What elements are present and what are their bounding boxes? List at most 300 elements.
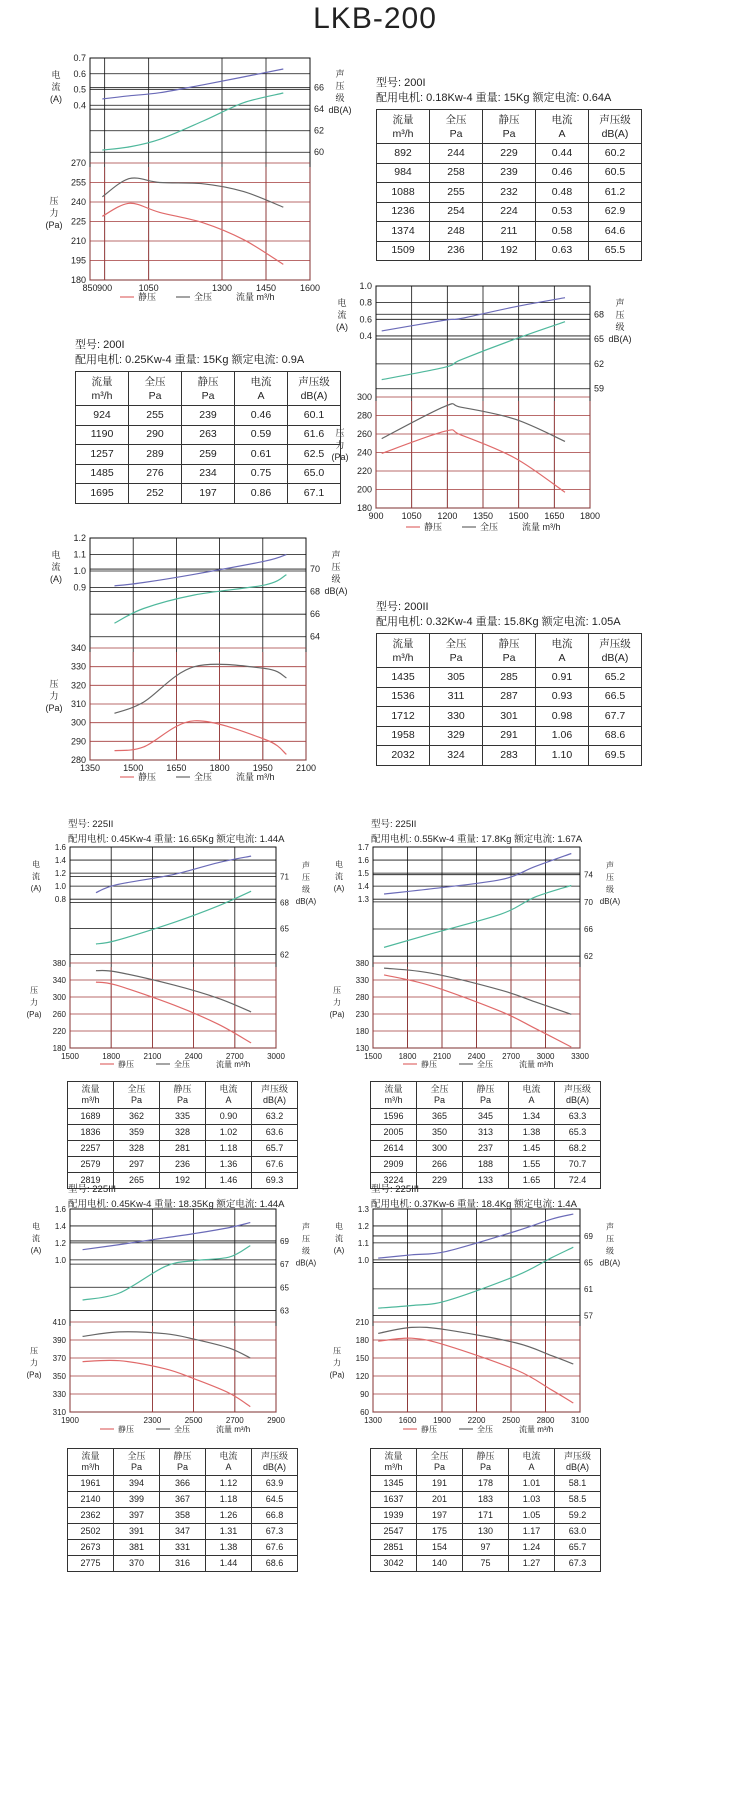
x-tick-label: 1800 [102,1052,121,1061]
axis-title-pressure: 压 [333,985,341,995]
table-header-row [377,634,642,668]
current-tick-label: 1.2 [54,1238,66,1248]
current-tick-label: 1.1 [357,1238,369,1248]
current-tick-label: 1.6 [357,856,369,866]
table-row [76,484,341,504]
model-line: 型号: 200I [376,77,426,89]
table-header-cell: 流量 m³/h [76,372,129,406]
table-cell: 1.36 [206,1157,252,1173]
pressure-tick-label: 330 [355,976,369,985]
pressure-tick-label: 220 [52,1027,66,1036]
axis-title-current: 流 [32,1234,40,1243]
axis-title-current-unit: (A) [50,94,62,104]
axis-title-pressure-unit: (Pa) [26,1009,42,1019]
table-cell: 924 [76,406,129,426]
x-tick-label: 3000 [536,1052,555,1061]
x-tick-label: 1650 [166,763,187,773]
table-cell: 1.45 [509,1141,555,1157]
table-cell: 60.1 [288,406,341,426]
table-cell: 0.53 [536,202,589,222]
table-cell: 1695 [76,484,129,504]
table-cell: 69.5 [589,746,642,766]
legend-total-label: 全压 [477,1060,493,1069]
pressure-tick-label: 120 [355,1372,369,1381]
table-cell: 1836 [68,1125,114,1141]
pressure-tick-label: 330 [52,1390,66,1399]
pressure-tick-label: 390 [52,1336,66,1345]
axis-title-current-unit: (A) [336,322,348,332]
table-cell: 301 [483,707,536,727]
axis-title-pressure: 力 [49,207,59,218]
pressure-tick-label: 195 [70,255,86,266]
x-tick-label: 3300 [571,1052,589,1061]
axis-title-pressure: 压 [335,427,345,438]
x-tick-label: 2100 [295,763,317,773]
table-cell: 1.26 [206,1508,252,1524]
table-cell: 211 [483,222,536,242]
model-line: 型号: 225III [68,1184,117,1195]
table-row [68,1141,298,1157]
table-cell: 1.31 [206,1524,252,1540]
pressure-tick-label: 260 [52,1010,66,1019]
table-header-cell: 声压级 dB(A) [589,110,642,144]
table-header-cell: 电流 A [235,372,288,406]
table-cell: 1637 [371,1492,417,1508]
table-cell: 0.98 [536,707,589,727]
table-cell: 0.86 [235,484,288,504]
spl-tick-label: 70 [310,564,321,575]
table-cell: 66.5 [589,687,642,707]
table-cell: 350 [417,1125,463,1141]
table-row [76,425,341,445]
table-cell: 329 [430,726,483,746]
table-cell: 1.17 [509,1524,555,1540]
table-cell: 72.4 [555,1173,601,1189]
table-cell: 2547 [371,1524,417,1540]
table-cell: 63.2 [252,1109,298,1125]
table-header-cell: 电流 A [536,634,589,668]
x-tick-label: 2100 [143,1052,162,1061]
table-cell: 1257 [76,445,129,465]
table-cell: 0.48 [536,183,589,203]
x-tick-label: 1900 [61,1416,79,1425]
spl-tick-label: 74 [584,870,593,880]
total-pressure-line [96,970,251,1011]
axis-title-current: 电 [335,1222,343,1231]
table-cell: 1236 [377,202,430,222]
x-tick-label: 1800 [209,763,230,773]
plot-frame [90,58,310,280]
table-cell: 291 [483,726,536,746]
motor-line: 配用电机: 0.55Kw-4 重量: 17.8Kg 额定电流: 1.67A [371,834,583,845]
table-cell: 236 [430,241,483,261]
table-cell: 0.59 [235,425,288,445]
table-cell: 1.65 [509,1173,555,1189]
table-cell: 1.24 [509,1540,555,1556]
table-cell: 289 [129,445,182,465]
pressure-tick-label: 340 [52,976,66,985]
x-tick-label: 1500 [508,511,529,521]
table-cell: 394 [114,1476,160,1492]
table-cell: 64.6 [589,222,642,242]
table-cell: 365 [417,1109,463,1125]
axis-title-current: 流 [335,1234,343,1243]
x-tick-label: 1800 [398,1052,417,1061]
pressure-tick-label: 240 [356,447,372,458]
axis-title-pressure-unit: (Pa) [26,1370,42,1380]
table-row [371,1508,601,1524]
axis-title-spl: 声 [606,860,614,870]
table-row [68,1476,298,1492]
x-tick-label: 3000 [267,1052,285,1061]
axis-title-spl-unit: dB(A) [599,1258,621,1268]
current-tick-label: 1.1 [73,549,86,560]
table-cell: 1.01 [509,1476,555,1492]
table-cell: 263 [182,425,235,445]
table-cell: 3042 [371,1556,417,1572]
table-cell: 239 [182,406,235,426]
table-row [76,445,341,465]
table-cell: 1.55 [509,1157,555,1173]
legend-flow-label: 流量 m³/h [216,1060,251,1069]
table-cell: 237 [463,1141,509,1157]
spl-tick-label: 60 [314,147,325,158]
motor-line: 配用电机: 0.32Kw-4 重量: 15.8Kg 额定电流: 1.05A [376,616,621,628]
table-row [68,1508,298,1524]
table-cell: 0.75 [235,464,288,484]
table-cell: 1.46 [206,1173,252,1189]
table-cell: 255 [129,406,182,426]
table-cell: 2614 [371,1141,417,1157]
table-cell: 2579 [68,1157,114,1173]
table-cell: 1536 [377,687,430,707]
table-header-cell: 全压 Pa [129,372,182,406]
pressure-tick-label: 410 [52,1318,66,1327]
table-cell: 239 [483,163,536,183]
pressure-tick-label: 320 [70,680,86,691]
pressure-tick-label: 370 [52,1354,66,1363]
table-cell: 2005 [371,1125,417,1141]
axis-title-spl: 压 [302,872,310,882]
axis-title-spl: 级 [331,573,341,584]
table-cell: 140 [417,1556,463,1572]
table-cell: 1485 [76,464,129,484]
table-cell: 62.9 [589,202,642,222]
table-cell: 2909 [371,1157,417,1173]
table-cell: 0.90 [206,1109,252,1125]
legend-total-label: 全压 [194,772,213,782]
table-row [76,406,341,426]
table-cell: 381 [114,1540,160,1556]
table-row [377,746,642,766]
legend-flow-label: 流量 m³/h [216,1425,251,1434]
performance-table [376,633,642,766]
table-cell: 397 [114,1508,160,1524]
x-tick-label: 1500 [364,1052,382,1061]
axis-title-pressure: 力 [30,1358,38,1368]
table-cell: 335 [160,1109,206,1125]
table-header-cell: 流量 m³/h [68,1082,114,1109]
table-cell: 60.5 [589,163,642,183]
axis-title-spl-unit: dB(A) [608,333,632,344]
spl-tick-label: 66 [584,925,593,935]
static-pressure-line [114,721,286,755]
total-pressure-line [382,404,565,442]
motor-line: 配用电机: 0.25Kw-4 重量: 15Kg 额定电流: 0.9A [75,354,305,366]
legend-flow-label: 流量 m³/h [519,1060,554,1069]
table-cell: 2362 [68,1508,114,1524]
table-cell: 1.18 [206,1492,252,1508]
table-cell: 313 [463,1125,509,1141]
x-tick-label: 2700 [502,1052,520,1061]
current-tick-label: 0.8 [54,895,66,905]
table-cell: 2819 [68,1173,114,1189]
table-header-cell: 静压 Pa [483,110,536,144]
table-row [371,1141,601,1157]
table-row [68,1524,298,1540]
table-cell: 328 [160,1125,206,1141]
table-cell: 58.5 [555,1492,601,1508]
pressure-tick-label: 380 [355,959,369,968]
spl-tick-label: 66 [310,609,321,620]
table-cell: 65.5 [589,241,642,261]
table-cell: 67.3 [252,1524,298,1540]
table-row [371,1476,601,1492]
table-header-cell: 全压 Pa [430,634,483,668]
table-cell: 287 [483,687,536,707]
performance-table [67,1081,298,1189]
table-header-cell: 静压 Pa [463,1082,509,1109]
table-row [371,1157,601,1173]
axis-title-spl: 压 [606,1234,614,1244]
axis-title-current: 电 [32,1222,40,1231]
current-tick-label: 1.2 [357,1221,369,1231]
pressure-tick-label: 260 [356,429,372,439]
x-tick-label: 1450 [255,283,277,293]
axis-title-current: 电 [32,860,40,869]
x-tick-label: 1500 [123,763,144,773]
spl-tick-label: 61 [584,1284,593,1294]
table-row [377,202,642,222]
table-row [68,1125,298,1141]
current-tick-label: 1.4 [54,1221,66,1231]
pressure-tick-label: 90 [360,1390,369,1399]
spec-block-7 [371,1182,577,1212]
table-header-cell: 全压 Pa [417,1082,463,1109]
spec-table-wrap-7 [370,1445,601,1572]
legend-total-label: 全压 [174,1060,190,1069]
table-cell: 0.58 [536,222,589,242]
table-cell: 254 [430,202,483,222]
legend-static-label: 静压 [118,1060,134,1069]
table-row [377,668,642,688]
table-cell: 0.63 [536,241,589,261]
table-row [371,1524,601,1540]
current-series-line [114,555,286,586]
axis-title-pressure-unit: (Pa) [329,1009,345,1019]
table-cell: 229 [483,144,536,164]
spl-series-line [83,1246,251,1300]
panel-chart-3 [45,533,347,782]
table-cell: 62.5 [288,445,341,465]
table-cell: 65.0 [288,464,341,484]
axis-title-current-unit: (A) [333,1246,345,1255]
axis-title-pressure-unit: (Pa) [331,451,349,462]
table-header-cell: 静压 Pa [160,1082,206,1109]
spl-tick-label: 62 [280,950,289,960]
axis-title-pressure-unit: (Pa) [45,219,63,230]
axis-title-current: 流 [51,82,61,92]
axis-title-spl: 声 [606,1222,614,1232]
current-tick-label: 1.2 [54,869,66,879]
pressure-tick-label: 150 [355,1354,369,1363]
table-cell: 1.38 [509,1125,555,1141]
pressure-tick-label: 380 [52,959,66,968]
model-line: 型号: 225II [371,819,417,830]
table-cell: 0.61 [235,445,288,465]
x-tick-label: 1600 [299,283,321,293]
current-tick-label: 0.9 [73,582,86,593]
table-cell: 183 [463,1492,509,1508]
table-cell: 201 [417,1492,463,1508]
table-cell: 1.27 [509,1556,555,1572]
panel-chart-1 [45,53,351,302]
table-cell: 331 [160,1540,206,1556]
table-header-cell: 流量 m³/h [377,110,430,144]
table-cell: 324 [430,746,483,766]
table-cell: 311 [430,687,483,707]
table-cell: 63.9 [252,1476,298,1492]
table-cell: 0.44 [536,144,589,164]
legend-total-label: 全压 [194,292,213,302]
table-row [68,1556,298,1572]
table-cell: 68.6 [252,1556,298,1572]
spl-tick-label: 59 [594,383,605,394]
motor-line: 配用电机: 0.37Kw-6 重量: 18.4Kg 额定电流: 1.4A [371,1199,577,1210]
axis-title-current: 电 [51,70,61,80]
x-tick-label: 850 [82,283,98,293]
spl-tick-label: 68 [594,309,605,320]
table-cell: 0.46 [235,406,288,426]
static-pressure-line [83,1360,251,1406]
table-cell: 892 [377,144,430,164]
table-cell: 75 [463,1556,509,1572]
table-cell: 197 [417,1508,463,1524]
table-header-cell: 电流 A [509,1082,555,1109]
axis-title-pressure-unit: (Pa) [45,703,63,714]
model-line: 型号: 200II [376,601,429,613]
x-tick-label: 1350 [472,511,494,521]
pressure-tick-label: 290 [70,736,86,747]
table-cell: 67.3 [555,1556,601,1572]
axis-title-pressure-unit: (Pa) [329,1370,345,1380]
panel-chart-5 [329,843,620,1069]
current-tick-label: 1.3 [357,1205,369,1214]
current-tick-label: 0.5 [73,84,86,95]
table-cell: 1.06 [536,726,589,746]
spl-tick-label: 64 [314,104,325,115]
table-cell: 259 [182,445,235,465]
table-cell: 175 [417,1524,463,1540]
table-row [68,1492,298,1508]
table-cell: 362 [114,1109,160,1125]
table-cell: 59.2 [555,1508,601,1524]
legend-flow-label: 流量 m³/h [236,292,275,302]
table-cell: 252 [129,484,182,504]
table-cell: 1961 [68,1476,114,1492]
x-tick-label: 1200 [437,511,458,521]
table-cell: 178 [463,1476,509,1492]
table-header-row [377,110,642,144]
table-cell: 65.3 [555,1125,601,1141]
panel-chart-7 [329,1205,620,1434]
pressure-tick-label: 230 [355,1010,369,1019]
current-tick-label: 1.0 [359,281,372,291]
spec-block-2 [75,338,341,504]
legend-total-label: 全压 [480,522,499,532]
axis-title-current-unit: (A) [30,884,42,893]
axis-title-current: 电 [51,550,61,560]
table-header-cell: 静压 Pa [160,1449,206,1476]
table-cell: 63.3 [555,1109,601,1125]
table-cell: 370 [114,1556,160,1572]
axis-title-spl-unit: dB(A) [599,896,621,906]
current-tick-label: 0.4 [359,330,372,341]
table-cell: 61.6 [288,425,341,445]
table-header-cell: 电流 A [509,1449,555,1476]
table-cell: 65.7 [252,1141,298,1157]
table-cell: 234 [182,464,235,484]
pressure-tick-label: 225 [70,216,86,227]
table-cell: 70.7 [555,1157,601,1173]
table-header-cell: 全压 Pa [417,1449,463,1476]
x-tick-label: 1500 [61,1052,79,1061]
pressure-tick-label: 210 [70,236,86,246]
x-tick-label: 2500 [184,1416,203,1425]
axis-title-spl-unit: dB(A) [324,585,348,596]
table-cell: 67.7 [589,707,642,727]
pressure-tick-label: 180 [356,503,372,513]
pressure-tick-label: 270 [70,158,86,168]
current-series-line [83,1223,251,1250]
table-cell: 68.2 [555,1141,601,1157]
legend-static-label: 静压 [424,522,443,532]
page-title: LKB-200 [313,2,437,35]
axis-title-current: 流 [337,310,347,320]
legend-total-label: 全压 [477,1425,493,1434]
table-cell: 276 [129,464,182,484]
pressure-tick-label: 310 [52,1408,66,1417]
total-pressure-line [83,1332,251,1358]
table-cell: 367 [160,1492,206,1508]
table-cell: 63.6 [252,1125,298,1141]
spl-tick-label: 68 [310,586,321,597]
axis-title-current-unit: (A) [333,884,345,893]
pressure-tick-label: 60 [360,1408,369,1417]
table-cell: 1.05 [509,1508,555,1524]
table-header-cell: 流量 m³/h [377,634,430,668]
pressure-tick-label: 280 [355,993,369,1002]
table-cell: 391 [114,1524,160,1540]
table-row [68,1540,298,1556]
table-cell: 283 [483,746,536,766]
axis-title-spl: 级 [302,884,310,894]
x-tick-label: 2100 [433,1052,451,1061]
table-header-cell: 全压 Pa [114,1449,160,1476]
spl-tick-label: 62 [314,125,325,136]
model-line: 型号: 225III [371,1184,420,1195]
legend-static-label: 静压 [421,1425,437,1434]
